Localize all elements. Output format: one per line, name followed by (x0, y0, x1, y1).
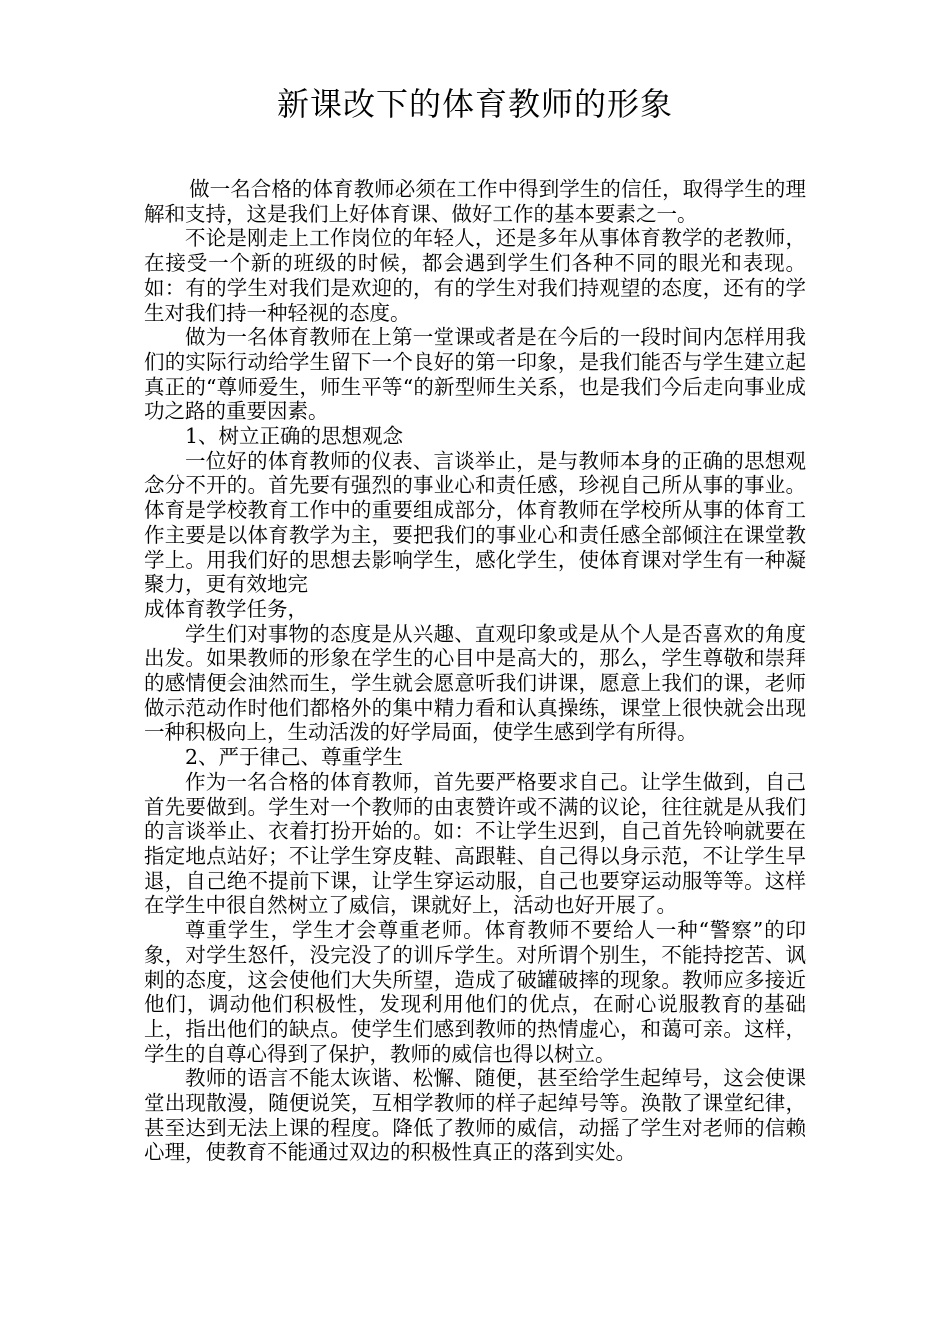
paragraph-7: 尊重学生，学生才会尊重老师。体育教师不要给人一种“警察”的印象，对学生怒仟，没完没了的训斥学生。对所谓个别生，不能持挖苦、讽刺的态度，这会使他们大失所望，造成了破罐破摔的现象。教师应多接近他们，调动他们积极性，发现利用他们的优点，在耐心说服教育的基础上，指出他们的缺点。使学生们感到教师的热情虚心，和蔼可亲。这样，学生的自尊心得到了保护，教师的威信也得以树立。 (144, 918, 806, 1066)
paragraph-3: 做为一名体育教师在上第一堂课或者是在今后的一段时间内怎样用我们的实际行动给学生留下一个良好的第一印象，是我们能否与学生建立起真正的“尊师爱生，师生平等“的新型师生关系，也是我们今后走向事业成功之路的重要因素。 (144, 325, 806, 424)
paragraph-8: 教师的语言不能太诙谐、松懈、随便，甚至给学生起绰号，这会使课堂出现散漫，随便说笑，互相学教师的样子起绰号等。涣散了课堂纪律，甚至达到无法上课的程度。降低了教师的威信，动摇了学生对老师的信赖心理，使教育不能通过双边的积极性真正的落到实处。 (144, 1066, 806, 1165)
section-heading-2: 2、严于律己、尊重学生 (185, 745, 404, 770)
document-title: 新课改下的体育教师的形象 (276, 85, 673, 123)
paragraph-4-continuation: 成体育教学任务， (144, 596, 308, 621)
paragraph-intro: 做一名合格的体育教师必须在工作中得到学生的信任，取得学生的理解和支持，这是我们上好体育课、做好工作的基本要素之一。 (144, 177, 806, 226)
paragraph-6: 作为一名合格的体育教师，首先要严格要求自己。让学生做到，自己首先要做到。学生对一个教师的由衷赞许或不满的议论，往往就是从我们的言谈举止、衣着打扮开始的。如：不让学生迟到，自己首先铃响就要在指定地点站好；不让学生穿皮鞋、高跟鞋、自己得以身示范，不让学生早退，自己绝不提前下课，让学生穿运动服，自己也要穿运动服等等。这样在学生中很自然树立了威信，课就好上，活动也好开展了。 (144, 769, 806, 918)
paragraph-5: 学生们对事物的态度是从兴趣、直观印象或是从个人是否喜欢的角度出发。如果教师的形象在学生的心目中是高大的，那么，学生尊敬和崇拜的感情便会油然而生，学生就会愿意听我们讲课，愿意上我们的课，老师做示范动作时他们都格外的集中精力看和认真操练，课堂上很快就会出现一种积极向上，生动活泼的好学局面，使学生感到学有所得。 (144, 621, 806, 745)
document-body (144, 177, 806, 1165)
paragraph-2: 不论是刚走上工作岗位的年轻人，还是多年从事体育教学的老教师，在接受一个新的班级的时候，都会遇到学生们各种不同的眼光和表现。如：有的学生对我们是欢迎的，有的学生对我们持观望的态度，还有的学生对我们持一种轻视的态度。 (144, 226, 806, 325)
section-heading-1: 1、树立正确的思想观念 (185, 424, 404, 449)
paragraph-4: 一位好的体育教师的仪表、言谈举止，是与教师本身的正确的思想观念分不开的。首先要有强烈的事业心和责任感，珍视自己所从事的事业。体育是学校教育工作中的重要组成部分，体育教师在学校所从事的体育工作主要是以体育教学为主，要把我们的事业心和责任感全部倾注在课堂教学上。用我们好的思想去影响学生，感化学生，使体育课对学生有一种凝聚力，更有效地完 (144, 448, 806, 597)
